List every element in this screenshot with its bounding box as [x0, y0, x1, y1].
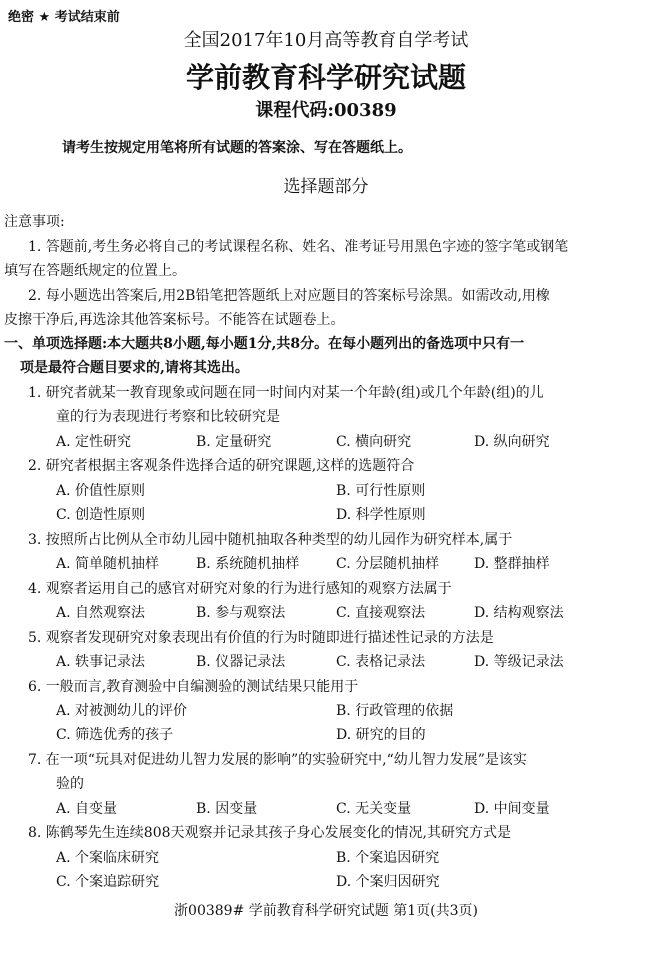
q5-option-c: C. 表格记录法 — [336, 654, 426, 670]
q7-option-c: C. 无关变量 — [336, 801, 412, 817]
q5-option-a: A. 轶事记录法 — [56, 654, 146, 670]
q1-option-d: D. 纵向研究 — [474, 434, 550, 450]
page-footer: 浙00389# 学前教育科学研究试题 第1页(共3页) — [174, 903, 478, 919]
q1-option-b: B. 定量研究 — [196, 434, 272, 450]
section-heading-line-2: 项是最符合题目要求的,请将其选出。 — [20, 360, 249, 376]
question-1-stem-cont: 童的行为表现进行考察和比较研究是 — [56, 409, 280, 425]
q5-option-b: B. 仪器记录法 — [196, 654, 286, 670]
q8-option-b: B. 个案追因研究 — [336, 850, 440, 866]
q2-option-d: D. 科学性原则 — [336, 507, 426, 523]
question-4-stem: 4. 观察者运用自己的感官对研究对象的行为进行感知的观察方法属于 — [28, 581, 452, 597]
q1-option-a: A. 定性研究 — [56, 434, 132, 450]
q3-option-a: A. 简单随机抽样 — [56, 556, 160, 572]
note-1-line-2: 填写在答题纸规定的位置上。 — [4, 263, 186, 279]
question-3-stem: 3. 按照所占比例从全市幼儿园中随机抽取各种类型的幼儿园作为研究样本,属于 — [28, 532, 513, 548]
question-8-stem: 8. 陈鹤琴先生连续808天观察并记录其孩子身心发展变化的情况,其研究方式是 — [28, 825, 511, 841]
q7-option-b: B. 因变量 — [196, 801, 258, 817]
question-6-stem: 6. 一般而言,教育测验中自编测验的测试结果只能用于 — [28, 679, 359, 695]
q2-option-a: A. 价值性原则 — [56, 483, 146, 499]
part-heading: 选择题部分 — [283, 177, 369, 197]
q3-option-c: C. 分层随机抽样 — [336, 556, 440, 572]
confidential-label: 绝密 ★ 考试结束前 — [8, 10, 120, 25]
q6-option-c: C. 筛选优秀的孩子 — [56, 727, 174, 743]
q4-option-a: A. 自然观察法 — [56, 605, 146, 621]
q3-option-d: D. 整群抽样 — [474, 556, 550, 572]
q7-option-d: D. 中间变量 — [474, 801, 550, 817]
exam-name: 全国2017年10月高等教育自学考试 — [183, 30, 469, 51]
q4-option-b: B. 参与观察法 — [196, 605, 286, 621]
q3-option-b: B. 系统随机抽样 — [196, 556, 300, 572]
q4-option-d: D. 结构观察法 — [474, 605, 564, 621]
question-5-stem: 5. 观察者发现研究对象表现出有价值的行为时随即进行描述性记录的方法是 — [28, 630, 494, 646]
question-7-stem-cont: 验的 — [56, 776, 84, 792]
q8-option-c: C. 个案追踪研究 — [56, 874, 160, 890]
notes-heading: 注意事项: — [4, 214, 65, 230]
q7-option-a: A. 自变量 — [56, 801, 118, 817]
question-2-stem: 2. 研究者根据主客观条件选择合适的研究课题,这样的选题符合 — [28, 458, 415, 474]
q8-option-a: A. 个案临床研究 — [56, 850, 160, 866]
q6-option-a: A. 对被测幼儿的评价 — [56, 703, 188, 719]
q1-option-c: C. 横向研究 — [336, 434, 412, 450]
section-heading-line-1: 一、单项选择题:本大题共8小题,每小题1分,共8分。在每小题列出的备选项中只有一 — [4, 336, 525, 352]
q6-option-d: D. 研究的目的 — [336, 727, 426, 743]
page-title: 学前教育科学研究试题 — [185, 61, 466, 94]
note-2-line-1: 2. 每小题选出答案后,用2B铅笔把答题纸上对应题目的答案标号涂黑。如需改动,用橡 — [28, 288, 550, 304]
course-code: 课程代码:00389 — [255, 100, 397, 121]
q8-option-d: D. 个案归因研究 — [336, 874, 440, 890]
question-1-stem: 1. 研究者就某一教育现象或问题在同一时间内对某一个年龄(组)或几个年龄(组)的儿 — [28, 385, 544, 401]
q6-option-b: B. 行政管理的依据 — [336, 703, 454, 719]
note-1-line-1: 1. 答题前,考生务必将自己的考试课程名称、姓名、准考证号用黑色字迹的签字笔或钢笔 — [28, 239, 569, 255]
q2-option-c: C. 创造性原则 — [56, 507, 146, 523]
q5-option-d: D. 等级记录法 — [474, 654, 564, 670]
note-2-line-2: 皮擦干净后,再选涂其他答案标号。不能答在试题卷上。 — [4, 312, 345, 328]
q4-option-c: C. 直接观察法 — [336, 605, 426, 621]
q2-option-b: B. 可行性原则 — [336, 483, 426, 499]
question-7-stem: 7. 在一项“玩具对促进幼儿智力发展的影响”的实验研究中,“幼儿智力发展”是该实 — [28, 752, 527, 768]
instruction-text: 请考生按规定用笔将所有试题的答案涂、写在答题纸上。 — [62, 140, 412, 156]
